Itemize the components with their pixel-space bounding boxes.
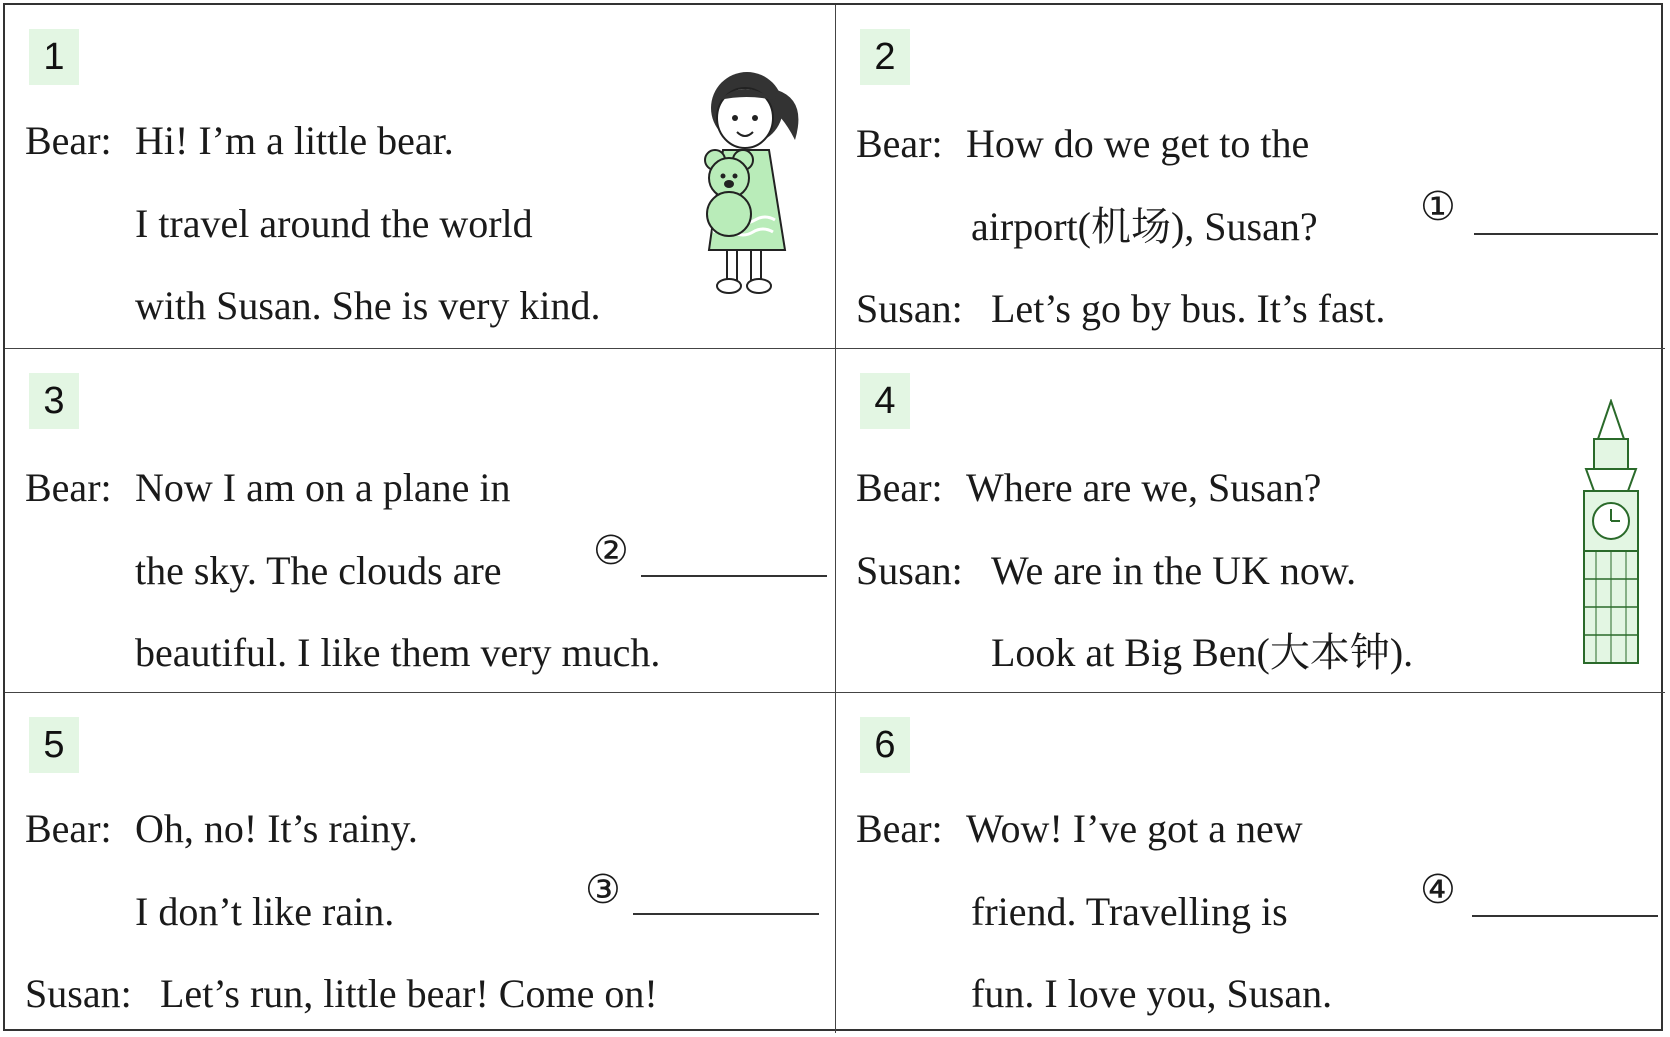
blank-marker: ②: [593, 528, 629, 573]
answer-blank[interactable]: [1472, 915, 1658, 917]
panel-2: [836, 5, 1665, 349]
speaker-label: Susan:: [856, 548, 963, 593]
dialogue-line: We are in the UK now.: [991, 548, 1357, 593]
dialogue-line: airport(机场), Susan?: [971, 204, 1318, 249]
panel-1: [5, 5, 836, 349]
blank-marker: ①: [1420, 184, 1456, 229]
dialogue-line: I don’t like rain.: [135, 889, 395, 934]
speaker-label: Bear:: [25, 465, 112, 510]
dialogue-sheet: [3, 3, 1663, 1031]
big-ben-clock-tower-icon: [1576, 399, 1646, 669]
panel-number: 6: [860, 717, 910, 773]
speaker-label: Susan:: [25, 971, 132, 1016]
blank-marker: ④: [1420, 867, 1456, 912]
dialogue-line: Hi! I’m a little bear.: [135, 118, 454, 163]
dialogue-line: Look at Big Ben(大本钟).: [991, 630, 1414, 675]
girl-with-teddy-bear-icon: [685, 60, 815, 300]
speaker-label: Bear:: [25, 118, 112, 163]
speaker-label: Bear:: [856, 465, 943, 510]
dialogue-line: Wow! I’ve got a new: [966, 806, 1303, 851]
dialogue-line: fun. I love you, Susan.: [971, 971, 1333, 1016]
dialogue-line: Now I am on a plane in: [135, 465, 511, 510]
panel-number: 4: [860, 373, 910, 429]
panel-6: [836, 693, 1665, 1033]
dialogue-line: Where are we, Susan?: [966, 465, 1322, 510]
dialogue-line: Oh, no! It’s rainy.: [135, 806, 418, 851]
answer-blank[interactable]: [1474, 233, 1658, 235]
dialogue-line: the sky. The clouds are: [135, 548, 502, 593]
panel-number: 2: [860, 29, 910, 85]
dialogue-line: Let’s run, little bear! Come on!: [160, 971, 658, 1016]
answer-blank[interactable]: [633, 913, 819, 915]
answer-blank[interactable]: [641, 575, 827, 577]
panel-number: 3: [29, 373, 79, 429]
panel-4: [836, 349, 1665, 693]
speaker-label: Bear:: [856, 806, 943, 851]
panel-5: [5, 693, 836, 1033]
dialogue-line: Let’s go by bus. It’s fast.: [991, 286, 1386, 331]
dialogue-line: friend. Travelling is: [971, 889, 1288, 934]
dialogue-line: How do we get to the: [966, 121, 1310, 166]
speaker-label: Bear:: [856, 121, 943, 166]
dialogue-line: with Susan. She is very kind.: [135, 283, 601, 328]
panel-number: 1: [29, 29, 79, 85]
dialogue-line: beautiful. I like them very much.: [135, 630, 661, 675]
panel-3: [5, 349, 836, 693]
speaker-label: Susan:: [856, 286, 963, 331]
dialogue-line: I travel around the world: [135, 201, 533, 246]
blank-marker: ③: [585, 867, 621, 912]
panel-number: 5: [29, 717, 79, 773]
speaker-label: Bear:: [25, 806, 112, 851]
